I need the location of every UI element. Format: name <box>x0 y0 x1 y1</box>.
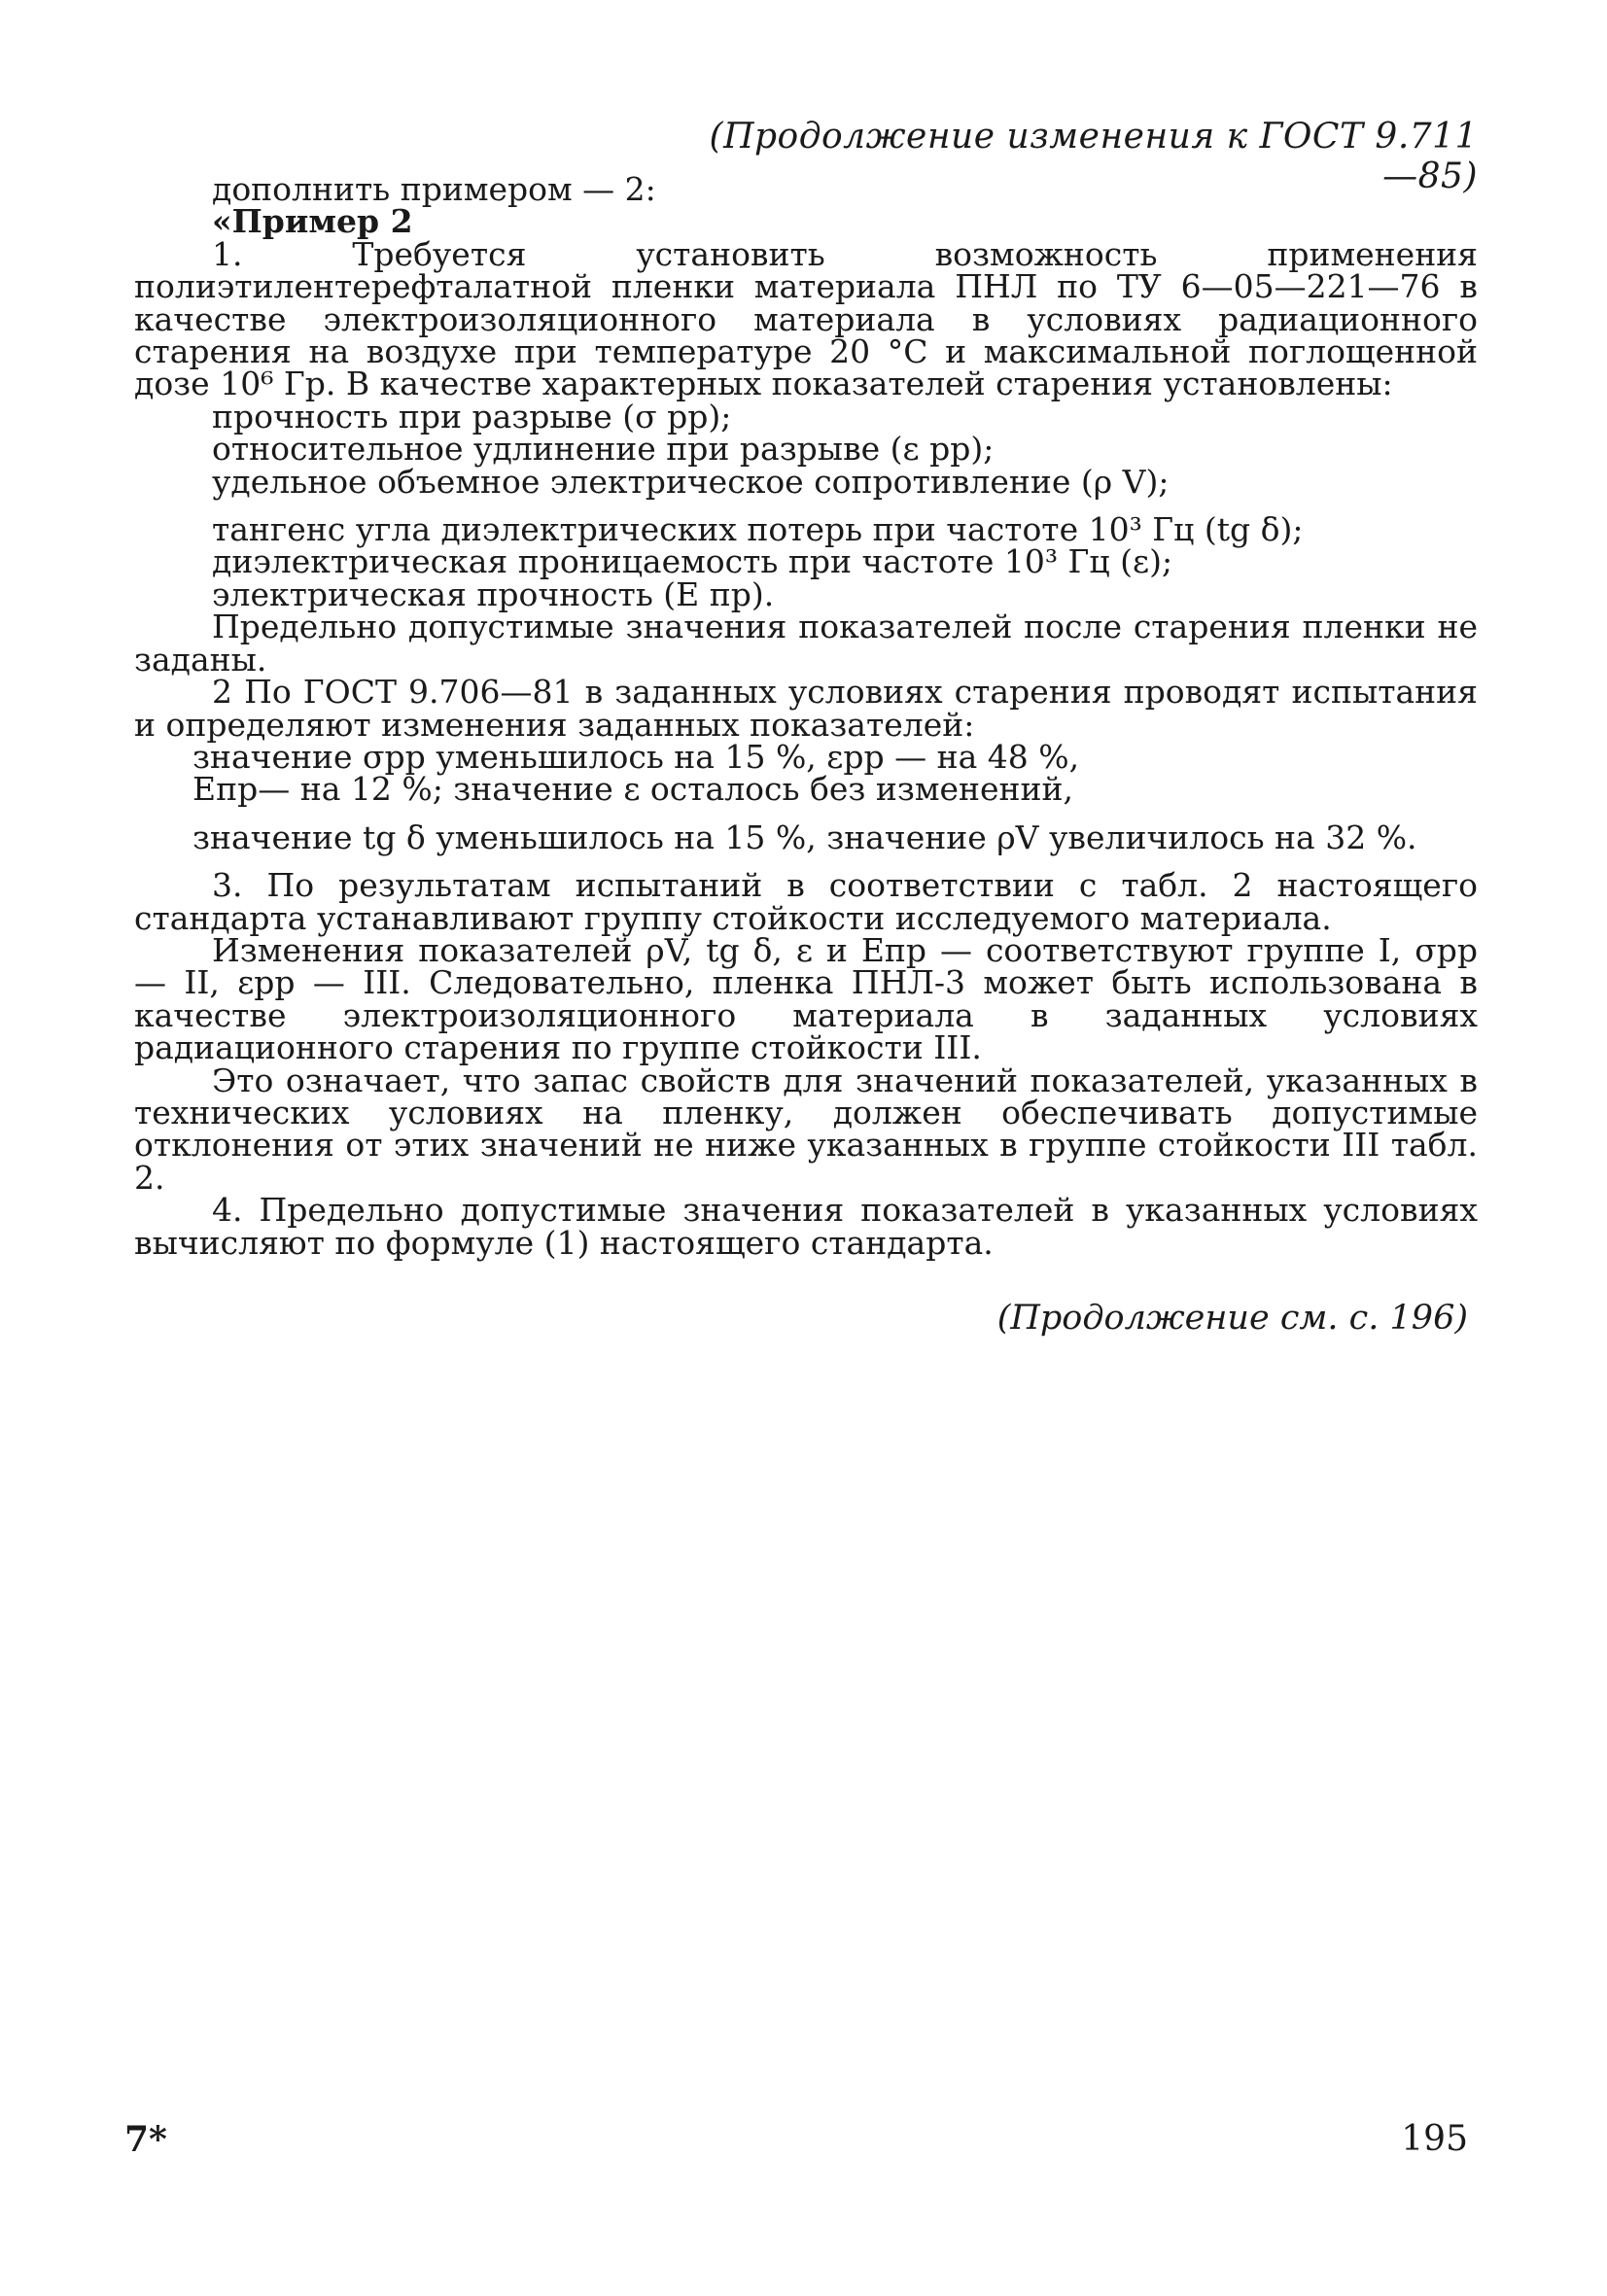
paragraph-meaning: Это означает, что запас свойств для значений показателей, указанных в технических условиях на пленку, должен обеспечивать допустимые отклонения от этих значений не ниже указанных в группе стойкости III табл. 2. <box>134 1061 1478 1197</box>
paragraph-2: 2 По ГОСТ 9.706—81 в заданных условиях старения проводят испытания и определяют изменения заданных показателей: <box>134 673 1478 744</box>
indicator-item: относительное удлинение при разрыве (ε рр); <box>212 430 995 469</box>
signature-mark: 7* <box>124 2119 167 2160</box>
running-header: (Продолжение изменения к ГОСТ 9.711—85) <box>709 117 1478 196</box>
paragraph-intro: дополнить примером — 2: <box>212 170 656 208</box>
paragraph-3: 3. По результатам испытаний в соответствии с табл. 2 настоящего стандарта устанавливают группу стойкости исследуемого материала. <box>134 866 1478 937</box>
indicator-item: удельное объемное электрическое сопротивление (ρ V); <box>212 462 1170 501</box>
change-item: значение σрр уменьшилось на 15 %, εрр — на 48 %, <box>192 737 1080 776</box>
change-item: значение tg δ уменьшилось на 15 %, значение ρV увеличилось на 32 %. <box>192 818 1417 856</box>
indicator-item: диэлектрическая проницаемость при частоте 10³ Гц (ε); <box>212 542 1173 581</box>
indicator-item: прочность при разрыве (σ рр); <box>212 397 732 435</box>
indicator-item: электрическая прочность (E пр). <box>212 574 775 613</box>
page-number: 195 <box>1401 2119 1468 2159</box>
paragraph-4: 4. Предельно допустимые значения показателей в указанных условиях вычисляют по формуле (1) настоящего стандарта. <box>134 1191 1478 1262</box>
indicator-item: тангенс угла диэлектрических потерь при частоте 10³ Гц (tg δ); <box>212 510 1304 549</box>
document-body <box>134 170 1478 1262</box>
continuation-note: (Продолжение см. с. 196) <box>996 1299 1468 1338</box>
paragraph-1: 1. Требуется установить возможность применения полиэтилентерефталатной пленки материала ПНЛ по ТУ 6—05—221—76 в качестве электроизоляционного материала в условиях радиационного старения на воздухе при температуре 20 °С и максимальной поглощенной дозе 10⁶ Гр. В качестве характерных показателей старения установлены: <box>134 234 1478 403</box>
paragraph-groups: Изменения показателей ρV, tg δ, ε и Eпр — соответствуют группе I, σрр — II, εрр — III. Следовательно, пленка ПНЛ-3 может быть использована в качестве электроизоляционного материала в заданных условиях радиационного старения по группе стойкости III. <box>134 930 1478 1067</box>
example-heading: «Пример 2 <box>212 202 413 241</box>
change-item: Eпр— на 12 %; значение ε осталось без изменений, <box>192 770 1074 809</box>
paragraph-limits: Предельно допустимые значения показателей после старения пленки не заданы. <box>134 608 1478 678</box>
